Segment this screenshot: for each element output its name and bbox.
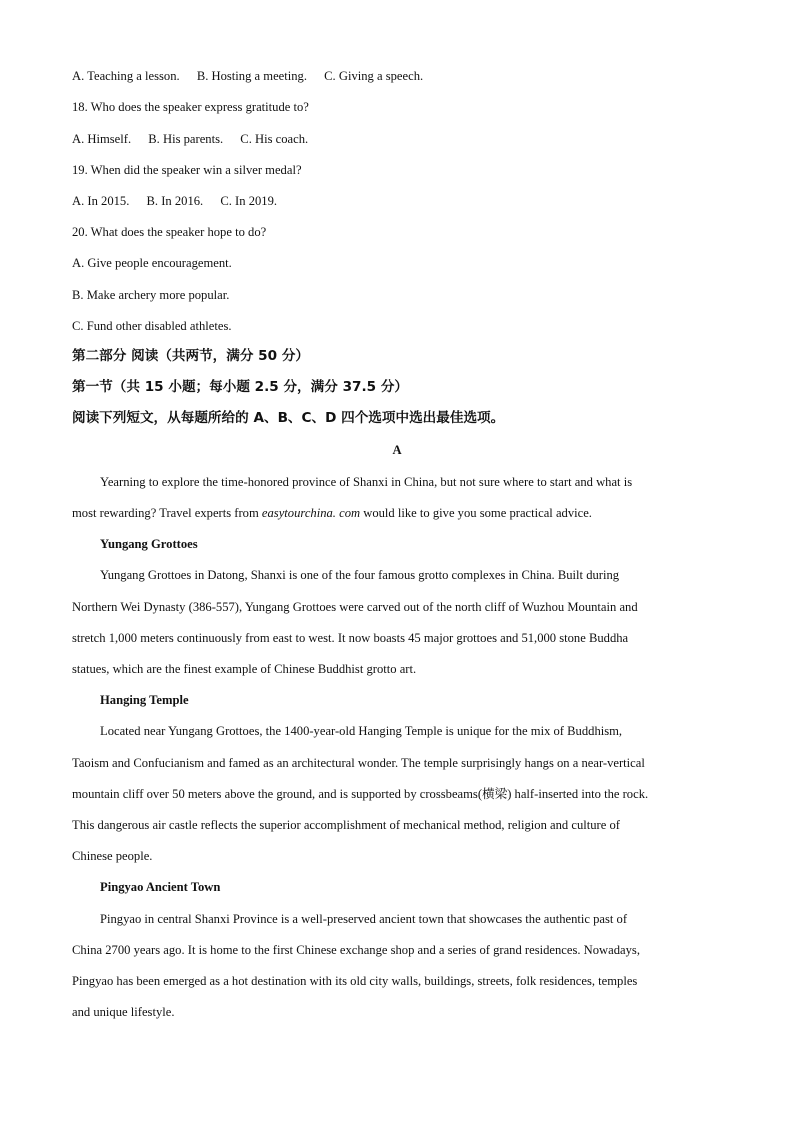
intro-line-2 bbox=[72, 505, 592, 521]
q17-option-c: C. Giving a speech. bbox=[324, 69, 424, 83]
q18-options bbox=[72, 131, 308, 147]
intro-text-b: would like to give you some practical advice. bbox=[360, 506, 592, 520]
p3-line: Pingyao has been emerged as a hot destination with its old city walls, buildings, streets, folk residences, temples bbox=[72, 974, 638, 988]
q18-option-c: C. His coach. bbox=[240, 132, 309, 146]
q17-option-a: A. Teaching a lesson. bbox=[72, 69, 180, 83]
p2-line: Taoism and Confucianism and famed as an architectural wonder. The temple surprisingly hangs on a near-vertical bbox=[72, 756, 645, 770]
q20-option-a: A. Give people encouragement. bbox=[72, 256, 232, 270]
q17-options bbox=[72, 68, 423, 84]
instruction: 阅读下列短文，从每题所给的 A、B、C、D 四个选项中选出最佳选项。 bbox=[72, 410, 505, 426]
heading-hanging-temple: Hanging Temple bbox=[100, 693, 189, 707]
q19-question: 19. When did the speaker win a silver medal? bbox=[72, 163, 302, 177]
p2-line: Chinese people. bbox=[72, 849, 153, 863]
p3-line: and unique lifestyle. bbox=[72, 1005, 175, 1019]
p1-line: Yungang Grottoes in Datong, Shanxi is one of the four famous grotto complexes in China. Built during bbox=[100, 568, 620, 582]
q19-option-a: A. In 2015. bbox=[72, 194, 130, 208]
heading-yungang: Yungang Grottoes bbox=[100, 537, 198, 551]
q18-option-b: B. His parents. bbox=[148, 132, 224, 146]
heading-pingyao: Pingyao Ancient Town bbox=[100, 880, 221, 894]
q20-option-c: C. Fund other disabled athletes. bbox=[72, 319, 232, 333]
website-name: easytourchina. com bbox=[261, 506, 361, 520]
p3-line: Pingyao in central Shanxi Province is a well-preserved ancient town that showcases the authentic past of bbox=[100, 912, 628, 926]
q20-question: 20. What does the speaker hope to do? bbox=[72, 225, 267, 239]
p2-line: mountain cliff over 50 meters above the ground, and is supported by crossbeams(横梁) half-inserted into the rock. bbox=[72, 787, 649, 801]
intro-line-1: Yearning to explore the time-honored province of Shanxi in China, but not sure where to start and what is bbox=[100, 475, 633, 489]
q18-option-a: A. Himself. bbox=[72, 132, 132, 146]
q18-question: 18. Who does the speaker express gratitude to? bbox=[72, 100, 309, 114]
p2-line: Located near Yungang Grottoes, the 1400-year-old Hanging Temple is unique for the mix of Buddhism, bbox=[100, 724, 623, 738]
intro-text-a: most rewarding? Travel experts from bbox=[72, 506, 262, 520]
q17-option-b: B. Hosting a meeting. bbox=[196, 69, 307, 83]
p2-line: This dangerous air castle reflects the superior accomplishment of mechanical method, religion and culture of bbox=[72, 818, 620, 832]
q19-option-b: B. In 2016. bbox=[146, 194, 204, 208]
p3-line: China 2700 years ago. It is home to the first Chinese exchange shop and a series of grand residences. Nowadays, bbox=[72, 943, 640, 957]
p1-line: Northern Wei Dynasty (386-557), Yungang Grottoes were carved out of the north cliff of Wuzhou Mountain and bbox=[72, 600, 638, 614]
q19-options bbox=[72, 193, 277, 209]
q19-option-c: C. In 2019. bbox=[220, 194, 278, 208]
q20-option-b: B. Make archery more popular. bbox=[72, 288, 230, 302]
passage-label: A bbox=[392, 443, 402, 457]
part-title: 第二部分 阅读（共两节，满分 50 分） bbox=[72, 348, 310, 364]
p1-line: stretch 1,000 meters continuously from east to west. It now boasts 45 major grottoes and 51,000 stone Buddha bbox=[72, 631, 629, 645]
p1-line: statues, which are the finest example of Chinese Buddhist grotto art. bbox=[72, 662, 417, 676]
subsection-title: 第一节（共 15 小题；每小题 2.5 分，满分 37.5 分） bbox=[72, 379, 409, 395]
